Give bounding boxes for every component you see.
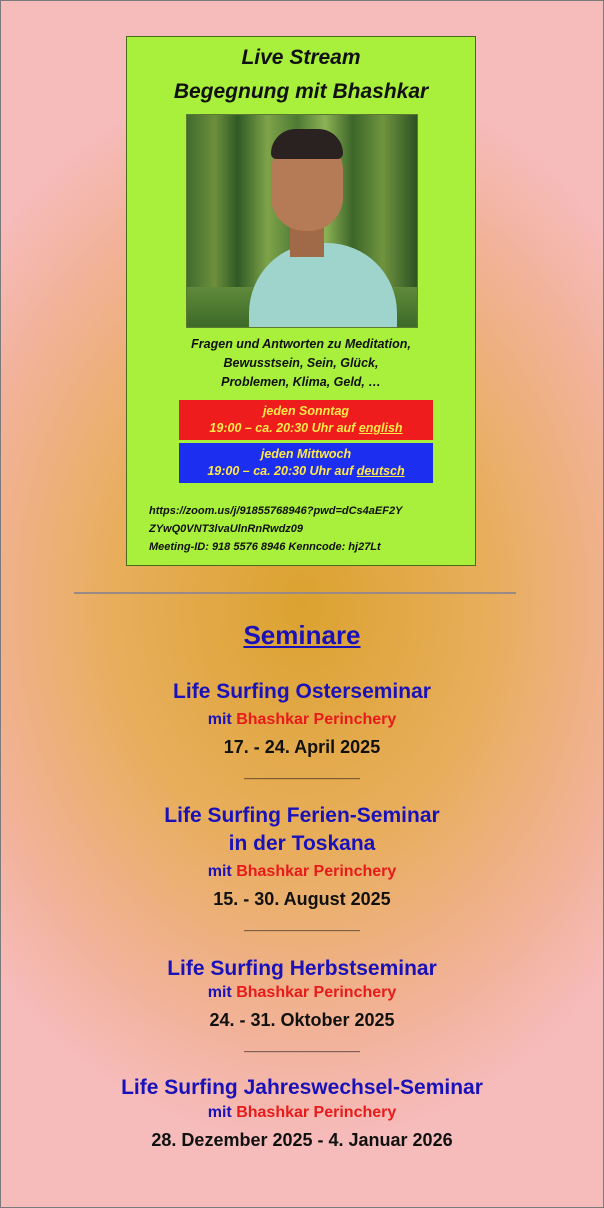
event-separator: _____________ — [244, 916, 360, 933]
english-link[interactable]: english — [358, 421, 403, 435]
deutsch-link[interactable]: deutsch — [356, 464, 405, 478]
event-teacher: mit Bhashkar Perinchery — [207, 863, 397, 880]
seminare-heading[interactable]: Seminare — [243, 620, 361, 650]
wednesday-time: 19:00 – ca. 20:30 Uhr auf deutsch — [207, 464, 405, 478]
event-separator: _____________ — [244, 1037, 360, 1054]
horizontal-divider — [74, 592, 516, 594]
event-date: 15. - 30. August 2025 — [213, 889, 391, 909]
flyer-description-line: Fragen und Antworten zu Meditation, — [191, 337, 411, 351]
event-title: Life Surfing Herbstseminar — [167, 957, 437, 980]
live-stream-flyer — [126, 36, 476, 566]
event-teacher: mit Bhashkar Perinchery — [207, 1104, 397, 1121]
event-date: 17. - 24. April 2025 — [223, 737, 381, 757]
flyer-description-line: Bewusstsein, Sein, Glück, — [223, 356, 379, 370]
sunday-schedule-band — [179, 400, 433, 440]
meeting-id: Meeting-ID: 918 5576 8946 Kenncode: hj27Lt — [149, 541, 381, 553]
wednesday-day: jeden Mittwoch — [260, 447, 352, 461]
event-title: Life Surfing Osterseminar — [173, 680, 431, 703]
bhashkar-photo — [186, 114, 418, 328]
event-separator: _____________ — [244, 764, 360, 781]
event-teacher: mit Bhashkar Perinchery — [207, 711, 397, 728]
sunday-day: jeden Sonntag — [262, 404, 350, 418]
event-date: 28. Dezember 2025 - 4. Januar 2026 — [151, 1130, 453, 1150]
wednesday-schedule-band — [179, 443, 433, 483]
sunday-time: 19:00 – ca. 20:30 Uhr auf english — [209, 421, 403, 435]
flyer-subtitle: Begegnung mit Bhashkar — [173, 80, 429, 103]
event-title-continued: in der Toskana — [228, 832, 376, 855]
flyer-title: Live Stream — [241, 46, 361, 69]
event-title: Life Surfing Jahreswechsel-Seminar — [121, 1076, 483, 1099]
event-date: 24. - 31. Oktober 2025 — [209, 1010, 395, 1030]
zoom-link-continued[interactable]: ZYwQ0VNT3lvaUlnRnRwdz09 — [149, 523, 304, 535]
zoom-link[interactable]: https://zoom.us/j/91855768946?pwd=dCs4aEF2Y — [149, 505, 403, 517]
event-teacher: mit Bhashkar Perinchery — [207, 984, 397, 1001]
flyer-description-line: Problemen, Klima, Geld, … — [221, 375, 381, 389]
event-title: Life Surfing Ferien-Seminar — [164, 804, 440, 827]
